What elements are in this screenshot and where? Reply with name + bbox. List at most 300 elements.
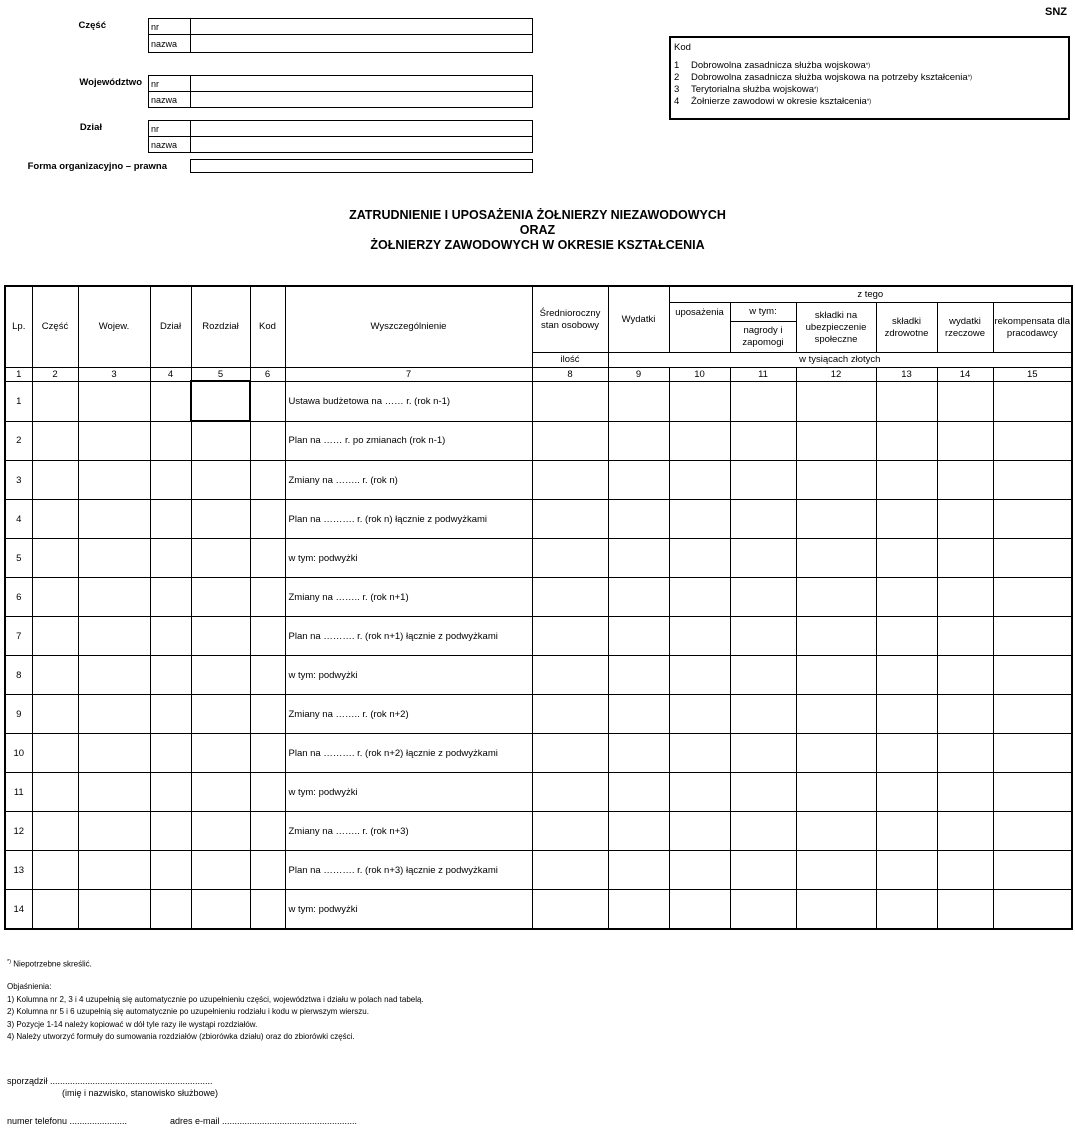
row-description: Ustawa budżetowa na …… r. (rok n-1) bbox=[285, 381, 532, 421]
sporzadzil-sub: (imię i nazwisko, stanowisko służbowe) bbox=[62, 1088, 219, 1098]
table-cell[interactable] bbox=[608, 695, 669, 734]
col-number: 6 bbox=[250, 368, 285, 382]
table-cell[interactable] bbox=[876, 421, 937, 461]
header-skladki-spoleczne: składki na ubezpieczenie społeczne bbox=[796, 303, 876, 353]
header-wyszczegolnienie: Wyszczególnienie bbox=[285, 286, 532, 368]
table-cell[interactable] bbox=[669, 812, 730, 851]
table-cell[interactable] bbox=[937, 578, 993, 617]
table-cell[interactable] bbox=[32, 539, 78, 578]
row-description: Zmiany na …….. r. (rok n+3) bbox=[285, 812, 532, 851]
table-cell[interactable] bbox=[78, 381, 150, 421]
table-cell[interactable] bbox=[730, 461, 796, 500]
header-wydatki: Wydatki bbox=[608, 286, 669, 353]
table-cell[interactable] bbox=[78, 890, 150, 930]
row-lp: 7 bbox=[5, 617, 32, 656]
table-cell[interactable] bbox=[150, 500, 191, 539]
czesc-nr-label: nr bbox=[149, 19, 191, 35]
table-cell[interactable] bbox=[150, 851, 191, 890]
table-cell[interactable] bbox=[669, 890, 730, 930]
table-cell[interactable] bbox=[532, 812, 608, 851]
table-cell[interactable] bbox=[937, 890, 993, 930]
czesc-nazwa-label: nazwa bbox=[149, 35, 191, 53]
explanations-title: Objaśnienia: bbox=[7, 982, 52, 992]
table-cell[interactable] bbox=[608, 461, 669, 500]
table-cell[interactable] bbox=[876, 381, 937, 421]
table-cell[interactable] bbox=[669, 578, 730, 617]
header-z-tego: z tego bbox=[669, 286, 1072, 303]
table-cell[interactable] bbox=[796, 461, 876, 500]
table-cell[interactable] bbox=[532, 695, 608, 734]
col-number: 3 bbox=[78, 368, 150, 382]
table-cell[interactable] bbox=[250, 890, 285, 930]
col-number: 7 bbox=[285, 368, 532, 382]
table-cell[interactable] bbox=[993, 578, 1072, 617]
table-cell[interactable] bbox=[532, 773, 608, 812]
col-number: 12 bbox=[796, 368, 876, 382]
table-cell[interactable] bbox=[876, 500, 937, 539]
header-skladki-zdrowotne: składki zdrowotne bbox=[876, 303, 937, 353]
table-cell[interactable] bbox=[150, 734, 191, 773]
table-cell[interactable] bbox=[730, 851, 796, 890]
table-cell[interactable] bbox=[150, 695, 191, 734]
table-cell[interactable] bbox=[191, 539, 250, 578]
table-cell[interactable] bbox=[150, 578, 191, 617]
row-lp: 13 bbox=[5, 851, 32, 890]
table-cell[interactable] bbox=[150, 539, 191, 578]
row-description: Zmiany na …….. r. (rok n+2) bbox=[285, 695, 532, 734]
czesc-nazwa-field[interactable] bbox=[191, 35, 533, 53]
table-cell[interactable] bbox=[250, 773, 285, 812]
header-ilosc: ilość bbox=[532, 353, 608, 368]
table-cell[interactable] bbox=[32, 890, 78, 930]
table-cell[interactable] bbox=[250, 539, 285, 578]
table-cell[interactable] bbox=[669, 695, 730, 734]
header-rekompensata: rekompensata dla pracodawcy bbox=[993, 303, 1072, 353]
table-cell[interactable] bbox=[32, 773, 78, 812]
table-cell[interactable] bbox=[993, 734, 1072, 773]
table-cell[interactable] bbox=[150, 812, 191, 851]
table-cell[interactable] bbox=[730, 421, 796, 461]
table-cell[interactable] bbox=[250, 381, 285, 421]
table-row bbox=[5, 695, 1072, 734]
col-number: 14 bbox=[937, 368, 993, 382]
table-cell[interactable] bbox=[250, 461, 285, 500]
table-cell[interactable] bbox=[993, 500, 1072, 539]
table-cell[interactable] bbox=[532, 500, 608, 539]
table-cell[interactable] bbox=[32, 461, 78, 500]
table-cell[interactable] bbox=[32, 578, 78, 617]
col-number: 5 bbox=[191, 368, 250, 382]
row-lp: 3 bbox=[5, 461, 32, 500]
row-lp: 11 bbox=[5, 773, 32, 812]
table-row bbox=[5, 500, 1072, 539]
table-cell[interactable] bbox=[608, 890, 669, 930]
table-cell[interactable] bbox=[78, 695, 150, 734]
main-table bbox=[4, 285, 1073, 930]
row-lp: 9 bbox=[5, 695, 32, 734]
table-row bbox=[5, 851, 1072, 890]
table-cell[interactable] bbox=[937, 851, 993, 890]
explanation-item: 1) Kolumna nr 2, 3 i 4 uzupełnią się automatycznie po uzupełnieniu części, województwa i działu w polach nad tabelą. bbox=[7, 994, 424, 1004]
table-cell[interactable] bbox=[730, 656, 796, 695]
notes bbox=[7, 956, 424, 1044]
table-cell[interactable] bbox=[32, 421, 78, 461]
table-cell[interactable] bbox=[78, 812, 150, 851]
kod-item bbox=[674, 84, 1065, 96]
footnote-mark: *) bbox=[7, 959, 11, 965]
table-cell[interactable] bbox=[78, 773, 150, 812]
table-cell[interactable] bbox=[796, 773, 876, 812]
table-cell[interactable] bbox=[876, 695, 937, 734]
table-cell[interactable] bbox=[993, 421, 1072, 461]
table-cell[interactable] bbox=[532, 578, 608, 617]
table-cell[interactable] bbox=[191, 421, 250, 461]
email-line: adres e-mail ...................................................... bbox=[170, 1116, 358, 1126]
table-cell[interactable] bbox=[669, 500, 730, 539]
row-lp: 14 bbox=[5, 890, 32, 930]
table-cell[interactable] bbox=[32, 851, 78, 890]
table-cell[interactable] bbox=[191, 461, 250, 500]
dzial-label: Dział bbox=[79, 122, 102, 133]
table-cell[interactable] bbox=[78, 500, 150, 539]
title-line-2: ORAZ bbox=[519, 223, 556, 237]
table-cell[interactable] bbox=[937, 461, 993, 500]
table-cell[interactable] bbox=[669, 539, 730, 578]
table-cell[interactable] bbox=[32, 381, 78, 421]
table-cell[interactable] bbox=[191, 851, 250, 890]
table-cell[interactable] bbox=[32, 734, 78, 773]
table-cell[interactable] bbox=[250, 617, 285, 656]
table-cell[interactable] bbox=[608, 656, 669, 695]
table-cell[interactable] bbox=[532, 851, 608, 890]
table-cell[interactable] bbox=[669, 656, 730, 695]
table-cell[interactable] bbox=[150, 773, 191, 812]
footnote bbox=[7, 956, 424, 971]
table-cell[interactable] bbox=[993, 851, 1072, 890]
table-row bbox=[5, 539, 1072, 578]
table-cell[interactable] bbox=[532, 617, 608, 656]
table-cell[interactable] bbox=[796, 617, 876, 656]
table-cell[interactable] bbox=[32, 500, 78, 539]
table-cell[interactable] bbox=[608, 812, 669, 851]
forma-label: Forma organizacyjno – prawna bbox=[27, 161, 167, 172]
row-description: w tym: podwyżki bbox=[285, 539, 532, 578]
row-description: Plan na ………. r. (rok n+1) łącznie z podwyżkami bbox=[285, 617, 532, 656]
table-cell[interactable] bbox=[796, 812, 876, 851]
table-cell[interactable] bbox=[993, 461, 1072, 500]
woj-fields bbox=[148, 75, 533, 108]
table-cell[interactable] bbox=[876, 773, 937, 812]
table-cell[interactable] bbox=[78, 617, 150, 656]
table-cell[interactable] bbox=[993, 617, 1072, 656]
table-cell[interactable] bbox=[993, 539, 1072, 578]
table-cell[interactable] bbox=[730, 578, 796, 617]
table-cell[interactable] bbox=[532, 890, 608, 930]
table-cell[interactable] bbox=[191, 500, 250, 539]
table-cell[interactable] bbox=[937, 656, 993, 695]
table-cell[interactable] bbox=[250, 421, 285, 461]
table-cell[interactable] bbox=[876, 734, 937, 773]
table-cell[interactable] bbox=[608, 578, 669, 617]
table-cell[interactable] bbox=[191, 656, 250, 695]
form-code: SNZ bbox=[1045, 6, 1067, 18]
table-cell[interactable] bbox=[250, 656, 285, 695]
table-cell[interactable] bbox=[608, 381, 669, 421]
table-row bbox=[5, 421, 1072, 461]
row-description: Plan na ………. r. (rok n) łącznie z podwyżkami bbox=[285, 500, 532, 539]
dzial-nazwa-field[interactable] bbox=[191, 137, 533, 153]
table-cell[interactable] bbox=[608, 734, 669, 773]
woj-nazwa-field[interactable] bbox=[191, 92, 533, 108]
table-cell[interactable] bbox=[532, 734, 608, 773]
table-cell[interactable] bbox=[937, 812, 993, 851]
kod-item-text: Żołnierze zawodowi w okresie kształcenia bbox=[691, 96, 867, 107]
form-title bbox=[0, 208, 1075, 253]
row-lp: 6 bbox=[5, 578, 32, 617]
header-czesc: Część bbox=[32, 286, 78, 368]
table-cell[interactable] bbox=[796, 656, 876, 695]
dzial-nazwa-label: nazwa bbox=[149, 137, 191, 153]
table-cell[interactable] bbox=[669, 421, 730, 461]
table-cell[interactable] bbox=[32, 695, 78, 734]
czesc-nr-field[interactable] bbox=[191, 19, 533, 35]
table-cell[interactable] bbox=[730, 381, 796, 421]
table-cell[interactable] bbox=[150, 381, 191, 421]
table-cell[interactable] bbox=[669, 381, 730, 421]
table-cell[interactable] bbox=[796, 539, 876, 578]
table-cell[interactable] bbox=[150, 656, 191, 695]
czesc-fields bbox=[148, 18, 533, 53]
table-cell[interactable] bbox=[730, 695, 796, 734]
table-row bbox=[5, 734, 1072, 773]
header-stan-osobowy: Średnioroczny stan osobowy bbox=[532, 286, 608, 353]
table-cell[interactable] bbox=[876, 578, 937, 617]
kod-item-text: Dobrowolna zasadnicza służba wojskowa bbox=[691, 60, 866, 71]
explanation-item: 3) Pozycje 1-14 należy kopiować w dół tyle razy ile wystąpi rozdziałów. bbox=[7, 1019, 258, 1029]
table-cell[interactable] bbox=[32, 656, 78, 695]
col-number: 1 bbox=[5, 368, 32, 382]
table-cell[interactable] bbox=[250, 500, 285, 539]
col-number: 2 bbox=[32, 368, 78, 382]
table-cell[interactable] bbox=[730, 617, 796, 656]
table-cell[interactable] bbox=[876, 890, 937, 930]
table-cell[interactable] bbox=[730, 500, 796, 539]
table-cell[interactable] bbox=[532, 381, 608, 421]
table-cell[interactable] bbox=[191, 812, 250, 851]
table-cell[interactable] bbox=[937, 539, 993, 578]
table-cell[interactable] bbox=[78, 539, 150, 578]
table-cell[interactable] bbox=[32, 812, 78, 851]
table-cell[interactable] bbox=[876, 461, 937, 500]
header-lp: Lp. bbox=[5, 286, 32, 368]
woj-label: Województwo bbox=[79, 77, 142, 88]
col-number: 13 bbox=[876, 368, 937, 382]
row-lp: 5 bbox=[5, 539, 32, 578]
table-cell[interactable] bbox=[191, 773, 250, 812]
kod-item-mark: *) bbox=[967, 75, 973, 81]
table-cell[interactable] bbox=[730, 890, 796, 930]
table-cell[interactable] bbox=[250, 812, 285, 851]
row-lp: 1 bbox=[5, 381, 32, 421]
table-cell[interactable] bbox=[796, 890, 876, 930]
kod-title: Kod bbox=[674, 42, 691, 53]
table-cell[interactable] bbox=[191, 381, 250, 421]
forma-field[interactable] bbox=[190, 159, 533, 173]
kod-item bbox=[674, 60, 1065, 72]
table-cell[interactable] bbox=[191, 734, 250, 773]
table-cell[interactable] bbox=[250, 734, 285, 773]
kod-item-number: 4 bbox=[674, 96, 680, 107]
table-cell[interactable] bbox=[250, 695, 285, 734]
table-cell[interactable] bbox=[796, 500, 876, 539]
table-cell[interactable] bbox=[937, 381, 993, 421]
table-row bbox=[5, 381, 1072, 421]
dzial-fields bbox=[148, 120, 533, 153]
table-cell[interactable] bbox=[876, 812, 937, 851]
table-cell[interactable] bbox=[993, 773, 1072, 812]
table-cell[interactable] bbox=[608, 617, 669, 656]
kod-item-mark: *) bbox=[866, 99, 872, 105]
table-cell[interactable] bbox=[876, 539, 937, 578]
table-cell[interactable] bbox=[730, 773, 796, 812]
table-cell[interactable] bbox=[876, 656, 937, 695]
table-cell[interactable] bbox=[150, 461, 191, 500]
table-cell[interactable] bbox=[993, 890, 1072, 930]
table-cell[interactable] bbox=[78, 461, 150, 500]
table-cell[interactable] bbox=[937, 617, 993, 656]
table-cell[interactable] bbox=[669, 734, 730, 773]
row-lp: 10 bbox=[5, 734, 32, 773]
table-cell[interactable] bbox=[532, 421, 608, 461]
kod-item-mark: *) bbox=[814, 87, 819, 93]
table-cell[interactable] bbox=[796, 421, 876, 461]
header-uposazenia: uposażenia bbox=[669, 303, 730, 353]
row-description: w tym: podwyżki bbox=[285, 656, 532, 695]
table-cell[interactable] bbox=[796, 851, 876, 890]
table-cell[interactable] bbox=[937, 734, 993, 773]
table-cell[interactable] bbox=[608, 851, 669, 890]
table-cell[interactable] bbox=[150, 421, 191, 461]
table-row bbox=[5, 890, 1072, 930]
table-cell[interactable] bbox=[532, 539, 608, 578]
table-cell[interactable] bbox=[78, 578, 150, 617]
title-line-3: ŻOŁNIERZY ZAWODOWYCH W OKRESIE KSZTAŁCENIA bbox=[370, 238, 705, 252]
row-description: w tym: podwyżki bbox=[285, 890, 532, 930]
table-cell[interactable] bbox=[191, 695, 250, 734]
kod-item bbox=[674, 72, 1065, 84]
sporzadzil-line: sporządził ................................................................. bbox=[7, 1076, 213, 1086]
table-cell[interactable] bbox=[876, 851, 937, 890]
table-cell[interactable] bbox=[191, 578, 250, 617]
kod-item-text: Dobrowolna zasadnicza służba wojskowa na potrzeby kształcenia bbox=[691, 72, 968, 83]
col-number: 9 bbox=[608, 368, 669, 382]
header-nagrody: nagrody i zapomogi bbox=[730, 322, 796, 353]
kod-item-text: Terytorialna służba wojskowa bbox=[691, 84, 815, 95]
table-cell[interactable] bbox=[191, 617, 250, 656]
table-cell[interactable] bbox=[150, 890, 191, 930]
header-dzial: Dział bbox=[150, 286, 191, 368]
table-row bbox=[5, 656, 1072, 695]
table-cell[interactable] bbox=[78, 734, 150, 773]
table-cell[interactable] bbox=[669, 851, 730, 890]
table-cell[interactable] bbox=[32, 617, 78, 656]
table-cell[interactable] bbox=[993, 381, 1072, 421]
table-cell[interactable] bbox=[191, 890, 250, 930]
table-cell[interactable] bbox=[669, 773, 730, 812]
table-row bbox=[5, 773, 1072, 812]
table-cell[interactable] bbox=[937, 421, 993, 461]
table-cell[interactable] bbox=[937, 773, 993, 812]
col-number: 10 bbox=[669, 368, 730, 382]
explanation-item: 2) Kolumna nr 5 i 6 uzupełnią się automatycznie po uzupełnieniu rodziału i kodu w pierwszym wierszu. bbox=[7, 1007, 369, 1017]
dzial-nr-field[interactable] bbox=[191, 121, 533, 137]
table-cell[interactable] bbox=[796, 695, 876, 734]
explanation-item: 4) Należy utworzyć formuły do sumowania rozdziałów (zbiorówka działu) oraz do zbiorówki części. bbox=[7, 1032, 355, 1042]
table-cell[interactable] bbox=[937, 500, 993, 539]
table-cell[interactable] bbox=[250, 851, 285, 890]
header-kod: Kod bbox=[250, 286, 285, 368]
footnote-text: Niepotrzebne skreślić. bbox=[10, 959, 92, 969]
woj-nr-label: nr bbox=[149, 76, 191, 92]
table-cell[interactable] bbox=[993, 812, 1072, 851]
table-cell[interactable] bbox=[608, 773, 669, 812]
row-description: Plan na ………. r. (rok n+2) łącznie z podwyżkami bbox=[285, 734, 532, 773]
table-cell[interactable] bbox=[78, 421, 150, 461]
row-description: Plan na ………. r. (rok n+3) łącznie z podwyżkami bbox=[285, 851, 532, 890]
table-cell[interactable] bbox=[937, 695, 993, 734]
table-cell[interactable] bbox=[796, 381, 876, 421]
table-cell[interactable] bbox=[608, 500, 669, 539]
table-cell[interactable] bbox=[250, 578, 285, 617]
kod-item-number: 1 bbox=[674, 60, 680, 71]
row-description: w tym: podwyżki bbox=[285, 773, 532, 812]
table-cell[interactable] bbox=[608, 421, 669, 461]
table-cell[interactable] bbox=[730, 734, 796, 773]
header-wydatki-rzeczowe: wydatki rzeczowe bbox=[937, 303, 993, 353]
woj-nr-field[interactable] bbox=[191, 76, 533, 92]
table-cell[interactable] bbox=[993, 695, 1072, 734]
table-cell[interactable] bbox=[532, 656, 608, 695]
table-cell[interactable] bbox=[78, 851, 150, 890]
table-row bbox=[5, 578, 1072, 617]
row-description: Zmiany na …….. r. (rok n+1) bbox=[285, 578, 532, 617]
table-cell[interactable] bbox=[730, 539, 796, 578]
row-lp: 8 bbox=[5, 656, 32, 695]
table-cell[interactable] bbox=[608, 539, 669, 578]
header-w-tysiacach: w tysiącach złotych bbox=[608, 353, 1072, 368]
header-rozdzial: Rozdział bbox=[191, 286, 250, 368]
table-cell[interactable] bbox=[796, 578, 876, 617]
kod-item-number: 3 bbox=[674, 84, 680, 95]
table-row bbox=[5, 461, 1072, 500]
title-line-1: ZATRUDNIENIE I UPOSAŻENIA ŻOŁNIERZY NIEZAWODOWYCH bbox=[349, 208, 726, 222]
table-cell[interactable] bbox=[669, 461, 730, 500]
table-cell[interactable] bbox=[78, 656, 150, 695]
col-number: 8 bbox=[532, 368, 608, 382]
kod-item-mark: *) bbox=[865, 63, 871, 69]
table-cell[interactable] bbox=[876, 617, 937, 656]
table-cell[interactable] bbox=[796, 734, 876, 773]
column-number-row bbox=[5, 368, 1072, 382]
table-cell[interactable] bbox=[532, 461, 608, 500]
header-w-tym: w tym: bbox=[730, 303, 796, 322]
kod-item-number: 2 bbox=[674, 72, 680, 83]
table-cell[interactable] bbox=[150, 617, 191, 656]
table-cell[interactable] bbox=[730, 812, 796, 851]
table-cell[interactable] bbox=[993, 656, 1072, 695]
table-cell[interactable] bbox=[669, 617, 730, 656]
kod-item bbox=[674, 96, 1065, 108]
